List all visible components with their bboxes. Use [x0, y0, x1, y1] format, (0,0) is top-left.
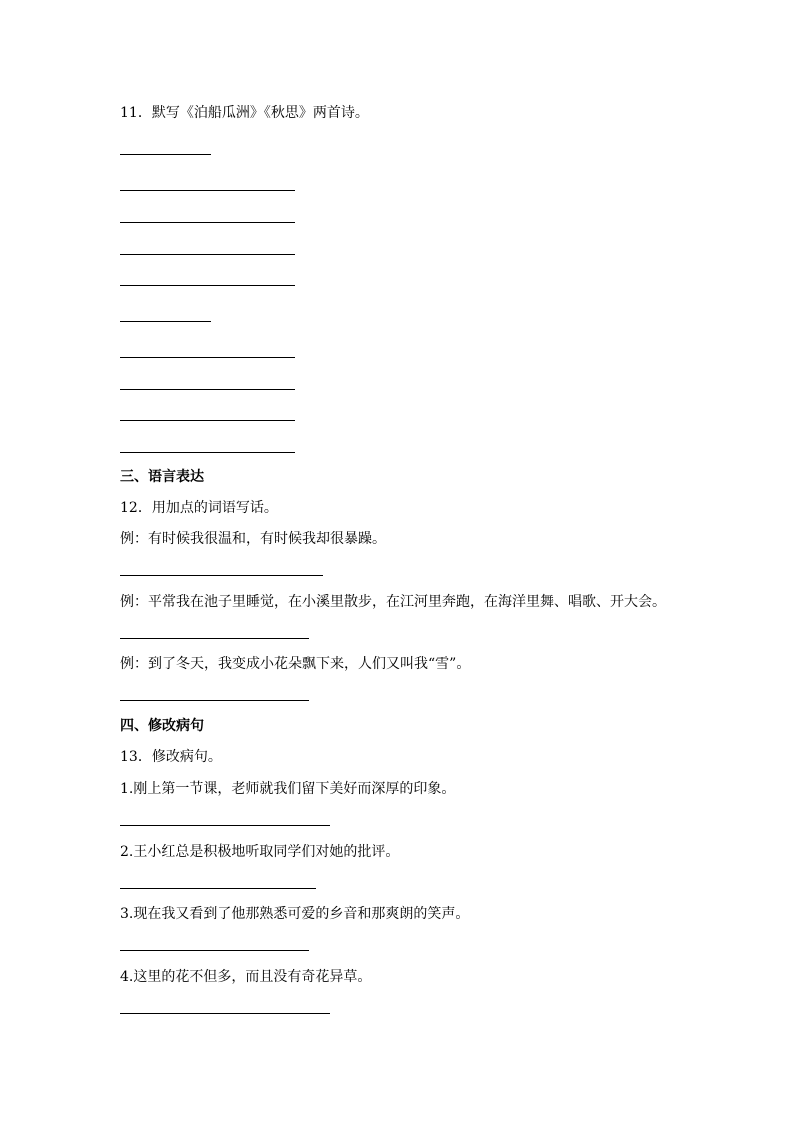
q13-answer-line-4[interactable]	[120, 1013, 330, 1014]
q12-answer-line-3[interactable]	[120, 700, 309, 701]
q12-example-1: 例：有时候我很温和，有时候我却很暴躁。	[120, 531, 386, 547]
q12-example-2: 例：平常我在池子里睡觉，在小溪里散步，在江河里奔跑，在海洋里舞、唱歌、开大会。	[120, 594, 666, 610]
q13-sentence-1: 1.刚上第一节课，老师就我们留下美好而深厚的印象。	[120, 781, 456, 797]
answer-line-poem1-2[interactable]	[120, 222, 295, 223]
question-12-prompt: 12．用加点的词语写话。	[120, 500, 278, 516]
q12-answer-line-1[interactable]	[120, 575, 323, 576]
q13-answer-line-1[interactable]	[120, 825, 330, 826]
question-13-prompt: 13．修改病句。	[120, 749, 222, 765]
section-3-heading: 三、语言表达	[120, 469, 204, 485]
answer-line-poem1-title[interactable]	[120, 154, 211, 155]
answer-line-poem1-1[interactable]	[120, 190, 295, 191]
answer-line-poem2-2[interactable]	[120, 389, 295, 390]
answer-line-poem2-3[interactable]	[120, 420, 295, 421]
answer-line-poem2-title[interactable]	[120, 321, 211, 322]
answer-line-poem1-3[interactable]	[120, 254, 295, 255]
q13-sentence-2: 2.王小红总是积极地听取同学们对她的批评。	[120, 844, 400, 860]
q13-sentence-4: 4.这里的花不但多，而且没有奇花异草。	[120, 969, 372, 985]
q12-answer-line-2[interactable]	[120, 638, 309, 639]
q13-answer-line-3[interactable]	[120, 950, 309, 951]
answer-line-poem2-1[interactable]	[120, 357, 295, 358]
q12-example-3: 例：到了冬天，我变成小花朵飘下来，人们又叫我“雪”。	[120, 656, 471, 672]
answer-line-poem2-4[interactable]	[120, 452, 295, 453]
q13-sentence-3: 3.现在我又看到了他那熟悉可爱的乡音和那爽朗的笑声。	[120, 906, 470, 922]
answer-line-poem1-4[interactable]	[120, 285, 295, 286]
question-11-prompt: 11．默写《泊船瓜洲》《秋思》两首诗。	[120, 105, 369, 121]
q13-answer-line-2[interactable]	[120, 888, 316, 889]
section-4-heading: 四、修改病句	[120, 718, 204, 734]
